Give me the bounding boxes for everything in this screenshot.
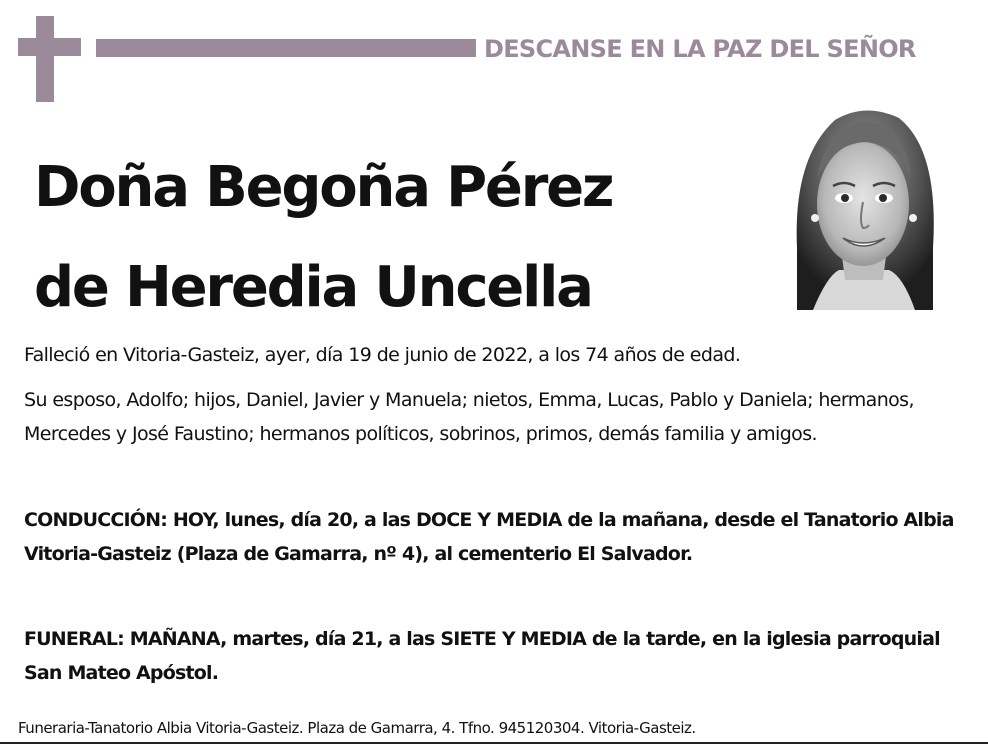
cross-icon-horizontal xyxy=(18,38,81,56)
funeral-home-footer: Funeraria-Tanatorio Albia Vitoria-Gasteiz. Plaza de Gamarra, 4. Tfno. 945120304. Vitoria-Gasteiz. xyxy=(18,719,696,737)
deceased-name-line1: Doña Begoña Pérez xyxy=(34,155,613,220)
conduccion-notice: CONDUCCIÓN: HOY, lunes, día 20, a las DOCE Y MEDIA de la mañana, desde el Tanatorio Albia Vitoria-Gasteiz (Plaza de Gamarra, nº 4), al cementerio El Salvador. xyxy=(24,509,954,565)
cross-icon-vertical xyxy=(36,16,54,102)
deceased-name-line2: de Heredia Uncella xyxy=(34,255,592,320)
deceased-name xyxy=(34,138,774,338)
family-list: Su esposo, Adolfo; hijos, Daniel, Javier y Manuela; nietos, Emma, Lucas, Pablo y Daniela; hermanos, Mercedes y José Faustino; hermanos políticos, sobrinos, primos, demás familia y amigos. xyxy=(24,389,914,445)
header-motto: DESCANSE EN LA PAZ DEL SEÑOR xyxy=(484,35,916,63)
portrait-photo xyxy=(783,98,945,310)
funeral-notice: FUNERAL: MAÑANA, martes, día 21, a las SIETE Y MEDIA de la tarde, en la iglesia parroquial San Mateo Apóstol. xyxy=(24,628,940,684)
death-notice: Falleció en Vitoria-Gasteiz, ayer, día 19 de junio de 2022, a los 74 años de edad. xyxy=(24,344,741,366)
bottom-rule xyxy=(0,742,988,744)
header-rule xyxy=(96,39,476,57)
